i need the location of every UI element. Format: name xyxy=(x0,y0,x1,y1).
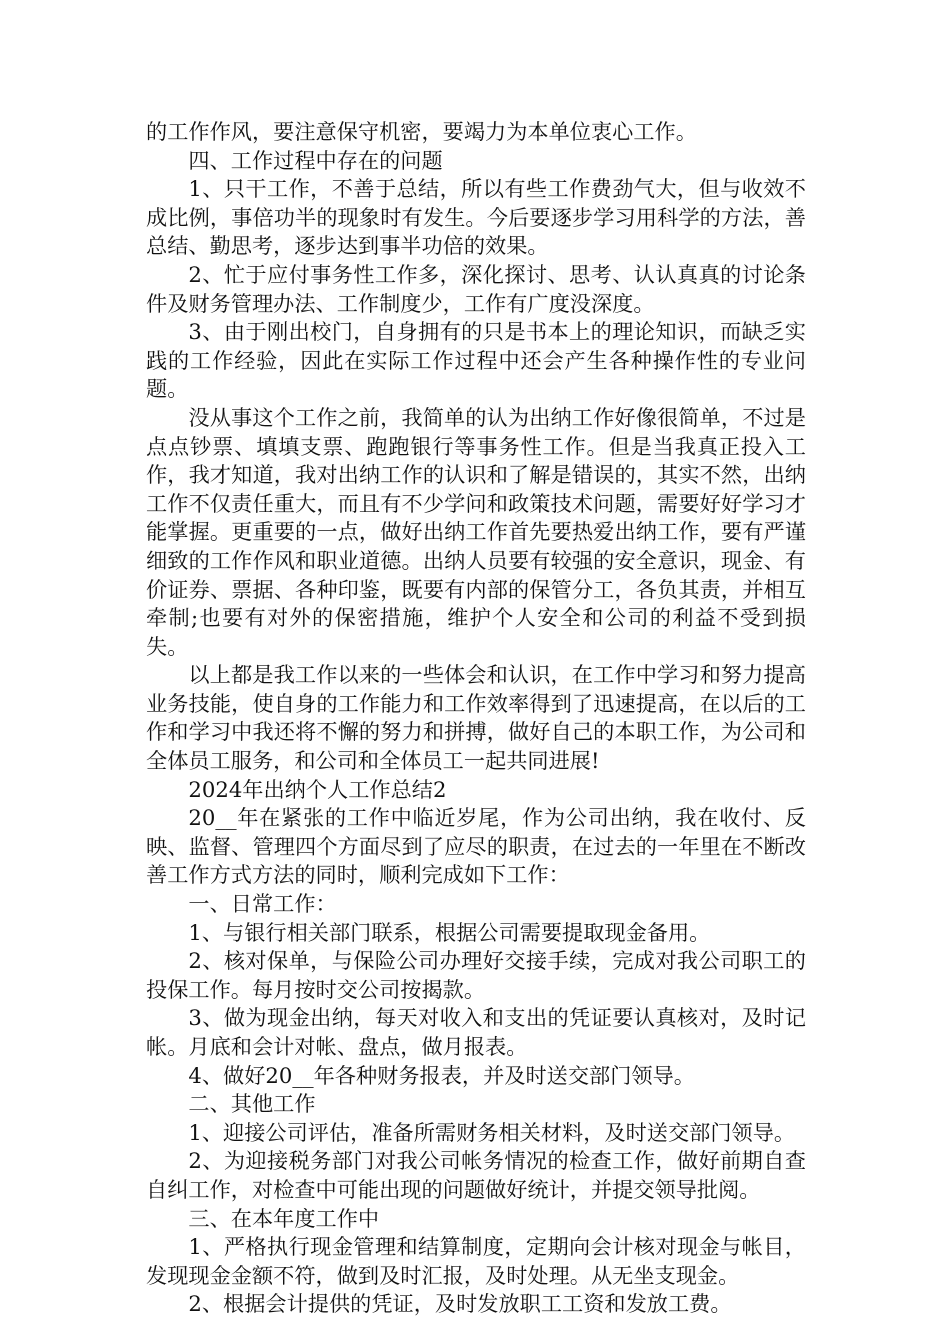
paragraph: 2、为迎接税务部门对我公司帐务情况的检查工作，做好前期自查自纠工作，对检查中可能出现的问题做好统计，并提交领导批阅。 xyxy=(146,1148,806,1202)
section-heading: 一、日常工作： xyxy=(188,891,337,917)
section-heading: 四、工作过程中存在的问题 xyxy=(188,147,443,173)
document-body xyxy=(146,118,806,1319)
paragraph: 2、忙于应付事务性工作多，深化探讨、思考、认认真真的讨论条件及财务管理办法、工作制度少，工作有广度没深度。 xyxy=(146,261,806,316)
paragraph: 没从事这个工作之前，我简单的认为出纳工作好像很简单，不过是点点钞票、填填支票、跑跑银行等事务性工作。但是当我真正投入工作，我才知道，我对出纳工作的认识和了解是错误的，其实不然，出纳工作不仅责任重大，而且有不少学问和政策技术问题，需要好好学习才能掌握。更重要的一点，做好出纳工作首先要热爱出纳工作，要有严谨细致的工作作风和职业道德。出纳人员要有较强的安全意识，现金、有价证券、票据、各种印鉴，既要有内部的保管分工，各负其责，并相互牵制;也要有对外的保密措施，维护个人安全和公司的利益不受到损失。 xyxy=(146,404,806,659)
paragraph: 1、与银行相关部门联系，根据公司需要提取现金备用。 xyxy=(188,919,711,945)
paragraph: 20__年在紧张的工作中临近岁尾，作为公司出纳，我在收付、反映、监督、管理四个方面尽到了应尽的职责，在过去的一年里在不断改善工作方式方法的同时，顺利完成如下工作： xyxy=(146,805,806,888)
paragraph: 的工作作风，要注意保守机密，要竭力为本单位衷心工作。 xyxy=(146,119,697,144)
paragraph: 2、根据会计提供的凭证，及时发放职工工资和发放工费。 xyxy=(188,1291,732,1317)
paragraph: 3、由于刚出校门，自身拥有的只是书本上的理论知识，而缺乏实践的工作经验，因此在实际工作过程中还会产生各种操作性的专业问题。 xyxy=(146,319,806,402)
section-heading: 三、在本年度工作中 xyxy=(188,1205,380,1231)
paragraph: 1、只干工作，不善于总结，所以有些工作费劲气大，但与收效不成比例，事倍功半的现象时有发生。今后要逐步学习用科学的方法，善总结、勤思考，逐步达到事半功倍的效果。 xyxy=(146,176,806,259)
paragraph: 1、严格执行现金管理和结算制度，定期向会计核对现金与帐目，发现现金金额不符，做到及时汇报，及时处理。从无坐支现金。 xyxy=(146,1234,806,1288)
paragraph: 1、迎接公司评估，准备所需财务相关材料，及时送交部门领导。 xyxy=(188,1119,796,1145)
paragraph: 2、核对保单，与保险公司办理好交接手续，完成对我公司职工的投保工作。每月按时交公司按揭款。 xyxy=(146,948,806,1002)
paragraph: 3、做为现金出纳，每天对收入和支出的凭证要认真核对，及时记帐。月底和会计对帐、盘点，做月报表。 xyxy=(146,1005,806,1059)
paragraph: 4、做好20__年各种财务报表，并及时送交部门领导。 xyxy=(188,1062,695,1088)
document-title: 2024年出纳个人工作总结2 xyxy=(188,776,447,802)
paragraph: 以上都是我工作以来的一些体会和认识，在工作中学习和努力提高业务技能，使自身的工作能力和工作效率得到了迅速提高，在以后的工作和学习中我还将不懈的努力和拼搏，做好自己的本职工作，为公司和全体员工服务，和公司和全体员工一起共同进展! xyxy=(146,662,806,774)
section-heading: 二、其他工作 xyxy=(188,1091,316,1117)
